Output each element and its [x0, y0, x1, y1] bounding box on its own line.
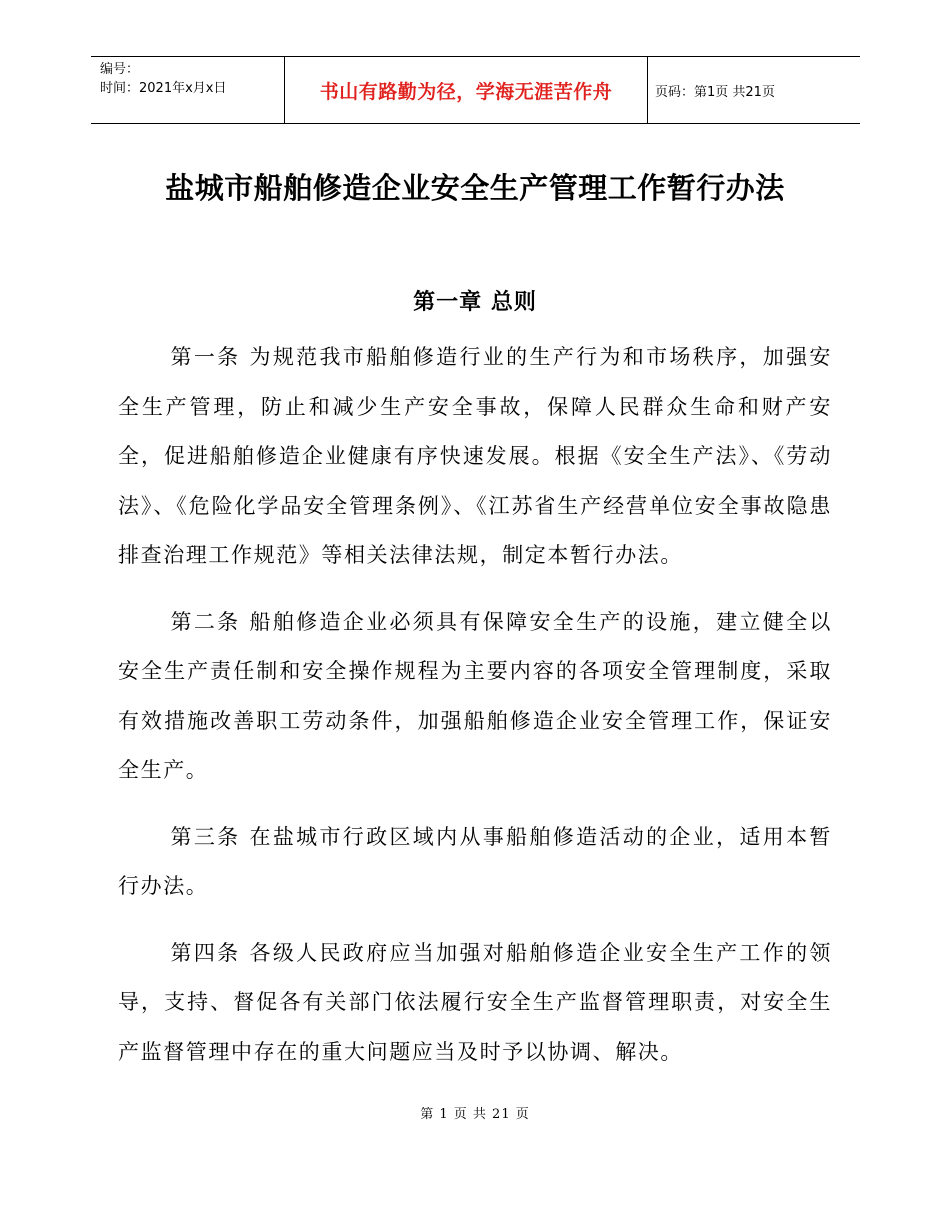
article-3: 第三条 在盐城市行政区域内从事船舶修造活动的企业，适用本暂行办法。	[118, 824, 832, 898]
article-2: 第二条 船舶修造企业必须具有保障安全生产的设施，建立健全以安全生产责任制和安全操作规程为主要内容的各项安全管理制度，采取有效措施改善职工劳动条件，加强船舶修造企业安全管理工作，保证安全生产。	[118, 609, 832, 782]
article-4: 第四条 各级人民政府应当加强对船舶修造企业安全生产工作的领导，支持、督促各有关部门依法履行安全生产监督管理职责，对安全生产监督管理中存在的重大问题应当及时予以协调、解决。	[118, 940, 832, 1064]
page-footer: 第 1 页 共 21 页	[420, 1107, 530, 1122]
chapter-heading: 第一章 总则	[413, 290, 537, 315]
header-page-info: 页码：第1页 共21页	[655, 84, 775, 100]
document-title: 盐城市船舶修造企业安全生产管理工作暂行办法	[165, 171, 785, 205]
article-1: 第一条 为规范我市船舶修造行业的生产行为和市场秩序，加强安全生产管理，防止和减少生产安全事故，保障人民群众生命和财产安全，促进船舶修造企业健康有序快速发展。根据《安全生产法》、《劳动法》、《危险化学品安全管理条例》、《江苏省生产经营单位安全事故隐患排查治理工作规范》等相关法律法规，制定本暂行办法。	[118, 345, 832, 567]
document-body	[118, 333, 832, 1094]
document-date: 时间：2021年x月x日	[100, 81, 227, 96]
header-slogan: 书山有路勤为径，学海无涯苦作舟	[285, 57, 648, 123]
header-meta	[91, 57, 285, 123]
document-number-label: 编号：	[100, 62, 140, 77]
page-header	[91, 56, 860, 124]
